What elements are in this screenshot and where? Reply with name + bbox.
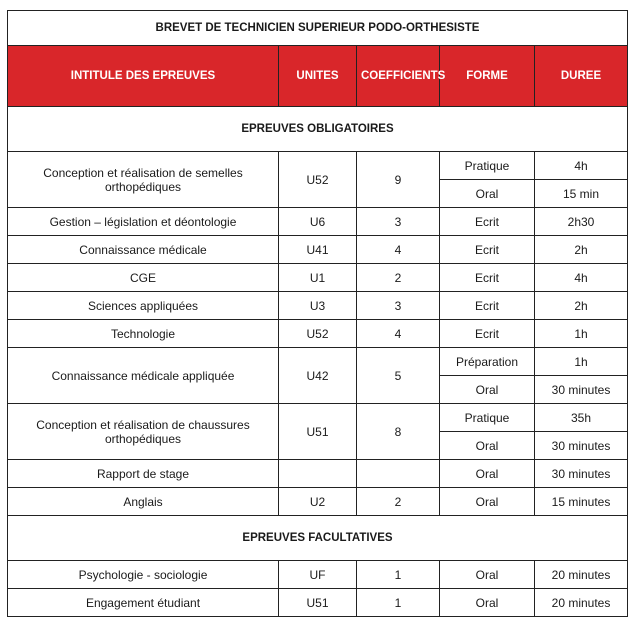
header-forme: FORME [440,46,535,107]
exam-form: Ecrit [440,208,535,236]
exam-coef: 4 [357,236,440,264]
exam-form: Oral [440,180,535,208]
header-unites: UNITES [279,46,357,107]
exam-form: Ecrit [440,292,535,320]
exam-unit: U51 [279,589,357,617]
exam-name: CGE [8,264,279,292]
exam-coef [357,460,440,488]
exam-duration: 30 minutes [535,432,628,460]
exam-coef: 9 [357,152,440,208]
exam-coef: 1 [357,561,440,589]
exam-coef: 2 [357,264,440,292]
exam-name: Anglais [8,488,279,516]
exam-coef: 8 [357,404,440,460]
exam-duration: 4h [535,264,628,292]
exam-form: Oral [440,488,535,516]
exam-form: Ecrit [440,264,535,292]
exam-duration: 35h [535,404,628,432]
exam-name: Sciences appliquées [8,292,279,320]
exam-form: Oral [440,432,535,460]
header-intitule: INTITULE DES EPREUVES [8,46,279,107]
exam-form: Oral [440,561,535,589]
exam-coef: 3 [357,208,440,236]
exam-name: Gestion – législation et déontologie [8,208,279,236]
exam-unit: U51 [279,404,357,460]
exam-duration: 1h [535,348,628,376]
exam-name: Engagement étudiant [8,589,279,617]
exam-duration: 2h30 [535,208,628,236]
header-duree: DUREE [535,46,628,107]
exam-coef: 4 [357,320,440,348]
exam-duration: 2h [535,292,628,320]
exam-duration: 20 minutes [535,561,628,589]
table-title: BREVET DE TECHNICIEN SUPERIEUR PODO-ORTHESISTE [8,11,628,46]
exam-form: Ecrit [440,320,535,348]
exam-unit [279,460,357,488]
exam-form: Pratique [440,152,535,180]
exam-duration: 30 minutes [535,376,628,404]
exam-coef: 2 [357,488,440,516]
header-coefficients: COEFFICIENTS [357,46,440,107]
exam-duration: 30 minutes [535,460,628,488]
exam-form: Pratique [440,404,535,432]
exam-name: Conception et réalisation de semelles orthopédiques [8,152,279,208]
exam-name: Conception et réalisation de chaussures orthopédiques [8,404,279,460]
exam-duration: 15 minutes [535,488,628,516]
exam-unit: UF [279,561,357,589]
exam-form: Préparation [440,348,535,376]
exam-form: Oral [440,376,535,404]
exam-unit: U3 [279,292,357,320]
exam-table [7,10,628,617]
exam-duration: 20 minutes [535,589,628,617]
exam-name: Rapport de stage [8,460,279,488]
exam-form: Oral [440,460,535,488]
exam-duration: 2h [535,236,628,264]
exam-unit: U42 [279,348,357,404]
exam-duration: 1h [535,320,628,348]
exam-coef: 1 [357,589,440,617]
exam-unit: U41 [279,236,357,264]
exam-unit: U1 [279,264,357,292]
section-mandatory: EPREUVES OBLIGATOIRES [8,107,628,152]
exam-name: Connaissance médicale [8,236,279,264]
exam-duration: 4h [535,152,628,180]
exam-coef: 5 [357,348,440,404]
exam-unit: U52 [279,320,357,348]
exam-name: Technologie [8,320,279,348]
exam-unit: U52 [279,152,357,208]
exam-duration: 15 min [535,180,628,208]
exam-unit: U2 [279,488,357,516]
exam-unit: U6 [279,208,357,236]
exam-name: Psychologie - sociologie [8,561,279,589]
exam-form: Oral [440,589,535,617]
exam-coef: 3 [357,292,440,320]
section-optional: EPREUVES FACULTATIVES [8,516,628,561]
exam-name: Connaissance médicale appliquée [8,348,279,404]
exam-form: Ecrit [440,236,535,264]
